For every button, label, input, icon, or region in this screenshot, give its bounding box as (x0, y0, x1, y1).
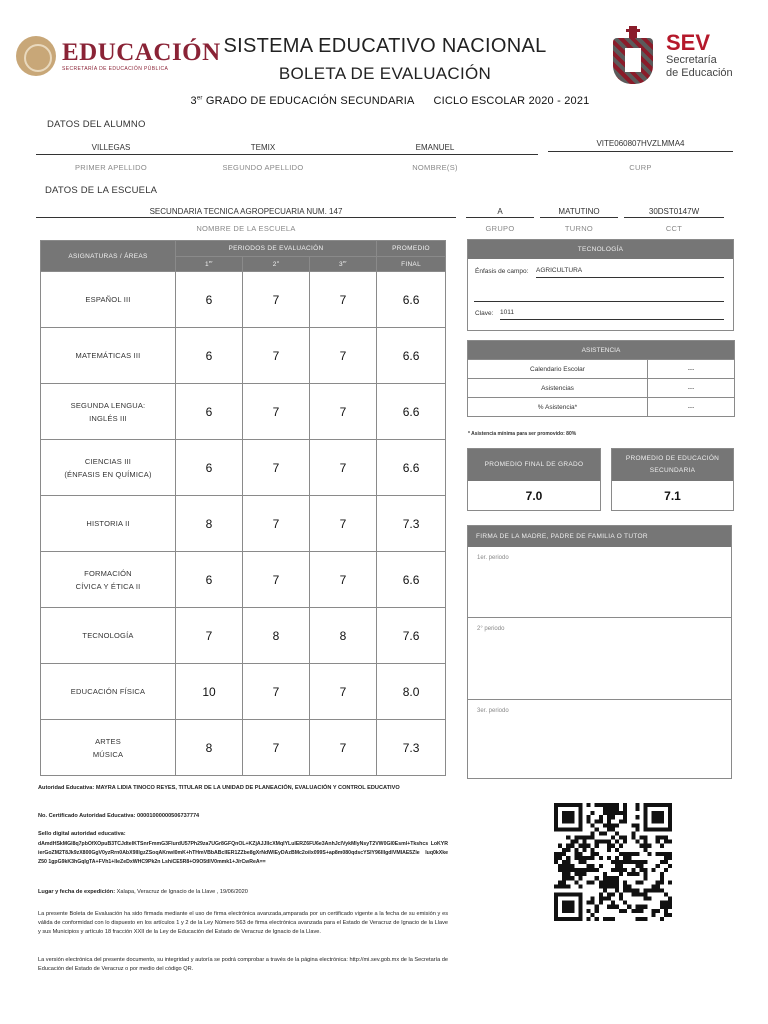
asistencia-note: * Asistencia mínima para ser promovido: 80% (468, 431, 577, 437)
period-grade-cell: 7 (310, 272, 377, 328)
page-title: SISTEMA EDUCATIVO NACIONAL (223, 35, 547, 57)
cct-value: 30DST0147W (648, 207, 700, 216)
subject-cell (41, 440, 176, 496)
period-grade-cell: 7 (310, 328, 377, 384)
sello-digital: dAmdHSkMGl8q7pbOfXOpuB3TCJdtelKTSnrFmmG3FlurdU57Ph29za7UGr8GFQnOL+KZjAJJIlcXMqIYLuIERZ6FU6e3AnhJclVykMIyNsyT2VW0GI0Esml+Tkshcs LoKYRierGoZM2T8Jk9zX800GgV0yzRrn0AbX9lllgzZSoqAKnwI0mK+hTHmVBbABcllER1ZZbe8gXrNdWlEyDAzBMc2oilx099S+ap8m080qdscYSIY96lIlgdIVMIAE5Zle luq0kXke Z50 1gpG9kK3hGqIgTA+FVh1+lleZeDxWHC9Pk2n LshiCE5R8+O9O5tIlV0mmk1+J/rCwReA== (38, 841, 448, 865)
grades-table (40, 240, 446, 776)
firma-periodo-1: 1er. periodo (477, 555, 509, 561)
subject-cell (41, 272, 176, 328)
firma-periodo-2: 2° periodo (468, 617, 731, 699)
period-grade-cell: 7 (310, 496, 377, 552)
grado-sup: er (196, 95, 203, 102)
period-grade-cell: 7 (310, 440, 377, 496)
legal-paragraph-2: La versión electrónica del presente documento, su integridad y autoría se podrá comprobar a través de la página electrónica: http://mi.sev.gob.mx de la Secretaría de Educación del Estado de Veracruz o por medio del código QR. (38, 957, 448, 972)
tecnologia-blank-line (474, 292, 724, 302)
sello-label: Sello digital autoridad educativa: (38, 831, 126, 837)
grade-row (41, 272, 446, 328)
period-grade-cell: 8 (243, 608, 310, 664)
subject-cell (41, 496, 176, 552)
period-grade-cell: 7 (243, 384, 310, 440)
period-grade-cell: 6 (176, 384, 243, 440)
firma-header: FIRMA DE LA MADRE, PADRE DE FAMILIA O TUTOR (468, 526, 731, 547)
period-grade-cell: 7 (243, 552, 310, 608)
subject-cell (41, 552, 176, 608)
sev-logo-line1: Secretaría (666, 54, 717, 66)
final-grade-cell: 6.6 (377, 552, 446, 608)
escuela-nombre-value: SECUNDARIA TECNICA AGROPECUARIA NUM. 147 (149, 207, 343, 216)
subject-detail: INGLÉS III (89, 413, 127, 423)
escuela-nombre-caption: NOMBRE DE LA ESCUELA (196, 224, 296, 233)
curp-value: VITE060807HVZLMMA4 (596, 139, 685, 148)
asistencia-row (468, 360, 735, 379)
final-grade-cell: 7.3 (377, 720, 446, 776)
autoridad-label: Autoridad Educativa: (38, 785, 95, 791)
header-periodo-2: 2$^o$ (243, 257, 310, 272)
period-grade-cell: 8 (310, 608, 377, 664)
subject-cell (41, 720, 176, 776)
qr-code-icon (554, 802, 672, 922)
header-final: FINAL (377, 257, 446, 272)
header-periodo-3: 3er (310, 257, 377, 272)
certificado-value: 00001000000506737774 (136, 813, 200, 819)
grade-row (41, 608, 446, 664)
period-grade-cell: 6 (176, 328, 243, 384)
subject-name: EDUCACIÓN FÍSICA (70, 687, 146, 696)
subject-name: MATEMÁTICAS III (75, 351, 141, 360)
grade-row (41, 552, 446, 608)
promedio-grado-value: 7.0 (525, 489, 543, 503)
asistencia-row (468, 398, 735, 417)
period-grade-cell: 7 (310, 384, 377, 440)
segundo-apellido-value: TEMIX (250, 143, 276, 152)
lugar-label: Lugar y fecha de expedición: (38, 889, 116, 895)
promedio-secundaria-label: PROMEDIO DE EDUCACIÓN SECUNDARIA (612, 449, 733, 481)
ciclo-escolar: CICLO ESCOLAR 2020 - 2021 (433, 95, 590, 107)
grade-cycle-line (0, 95, 768, 107)
subject-name: SEGUNDA LENGUA: (70, 400, 146, 410)
national-seal-icon (16, 36, 56, 76)
grade-row (41, 720, 446, 776)
final-grade-cell: 6.6 (377, 384, 446, 440)
grupo-caption: GRUPO (485, 224, 515, 233)
header-periodos: PERIODOS DE EVALUACIÓN (176, 241, 377, 257)
turno-caption: TURNO (564, 224, 594, 233)
sev-logo (598, 18, 748, 94)
legal-paragraph-1: La presente Boleta de Evaluación ha sido firmada mediante el uso de firma electrónica avanzada,amparada por un certificado vigente a la fecha de su emisión y es válida de conformidad con lo dispuesto en los artículos 1 y 2 de la Ley Número 563 de firma electrónica avanzada para el Estado de Veracruz de Ignacio de la Llave y sus Municipios y artículo 18 fracción XXII de la Ley de Educación del Estado de Veracruz de Ignacio de la Llave. (38, 911, 448, 935)
curp-caption: CURP (629, 163, 652, 172)
lugar-value: Xalapa, Veracruz de Ignacio de la Llave , 19/06/2020 (116, 889, 248, 895)
segundo-apellido-caption: SEGUNDO APELLIDO (222, 163, 304, 172)
period-grade-cell: 7 (243, 440, 310, 496)
tecnologia-header: TECNOLOGÍA (468, 240, 733, 259)
period-grade-cell: 6 (176, 552, 243, 608)
asistencia-label: Asistencias (468, 379, 648, 398)
subject-name: FORMACIÓN (84, 568, 132, 578)
final-grade-cell: 6.6 (377, 440, 446, 496)
page-subtitle: BOLETA DE EVALUACIÓN (278, 64, 492, 83)
cct-caption: CCT (665, 224, 683, 233)
section-datos-escuela: DATOS DE LA ESCUELA (45, 185, 158, 196)
asistencia-label: % Asistencia* (468, 398, 648, 417)
period-grade-cell: 6 (176, 272, 243, 328)
subject-name: HISTORIA II (86, 519, 130, 528)
final-grade-cell: 7.3 (377, 496, 446, 552)
educacion-logo-subtext: SECRETARÍA DE EDUCACIÓN PÚBLICA (62, 66, 169, 72)
subject-name: CIENCIAS III (84, 456, 132, 466)
asistencia-value: --- (648, 398, 735, 417)
grade-row (41, 328, 446, 384)
final-grade-cell: 8.0 (377, 664, 446, 720)
grade-row (41, 664, 446, 720)
lugar-fecha (38, 888, 448, 897)
period-grade-cell: 7 (243, 272, 310, 328)
final-grade-cell: 7.6 (377, 608, 446, 664)
enfasis-label: Énfasis de campo: (475, 268, 529, 275)
grado-number: 3 (190, 95, 197, 107)
period-grade-cell: 7 (310, 720, 377, 776)
asistencia-value: --- (648, 379, 735, 398)
promedio-secundaria-box (611, 448, 734, 511)
promedio-secundaria-value: 7.1 (664, 489, 681, 503)
period-grade-cell: 8 (176, 496, 243, 552)
asistencia-row (468, 379, 735, 398)
veracruz-shield-icon (610, 26, 656, 86)
period-grade-cell: 6 (176, 440, 243, 496)
period-grade-cell: 7 (176, 608, 243, 664)
grado-text: GRADO DE EDUCACIÓN SECUNDARIA (205, 95, 414, 107)
asistencia-label: Calendario Escolar (468, 360, 648, 379)
primer-apellido-value: VILLEGAS (91, 143, 131, 152)
autoridad-value: MAYRA LIDIA TINOCO REYES, TITULAR DE LA UNIDAD DE PLANEACIÓN, EVALUACIÓN Y CONTROL EDUCATIVO (95, 785, 400, 791)
subject-detail: CÍVICA Y ÉTICA II (75, 581, 141, 591)
period-grade-cell: 7 (310, 552, 377, 608)
asistencia-value: --- (648, 360, 735, 379)
subject-cell (41, 664, 176, 720)
period-grade-cell: 10 (176, 664, 243, 720)
period-grade-cell: 7 (243, 720, 310, 776)
subject-cell (41, 608, 176, 664)
grade-row (41, 440, 446, 496)
asistencia-header: ASISTENCIA (468, 341, 735, 360)
grupo-value: A (497, 207, 503, 216)
autoridad-educativa (38, 784, 448, 793)
sev-logo-text: SEV (666, 30, 711, 55)
clave-value: 1011 (500, 309, 724, 320)
educacion-logo-text: EDUCACIÓN (62, 39, 221, 66)
nombre-value: EMANUEL (415, 143, 455, 152)
subject-cell (41, 328, 176, 384)
turno-value: MATUTINO (558, 207, 600, 216)
asistencia-table (467, 340, 735, 417)
enfasis-value: AGRICULTURA (536, 267, 724, 278)
nombre-caption: NOMBRE(S) (412, 163, 458, 172)
subject-detail: (ÉNFASIS EN QUÍMICA) (64, 469, 152, 479)
period-grade-cell: 7 (310, 664, 377, 720)
educacion-logo (16, 34, 221, 78)
header-periodo-1: 1er (176, 257, 243, 272)
period-grade-cell: 8 (176, 720, 243, 776)
subject-cell (41, 384, 176, 440)
subject-detail: MÚSICA (92, 749, 124, 759)
grade-row (41, 496, 446, 552)
header-asignaturas: ASIGNATURAS / ÁREAS (41, 241, 176, 272)
tecnologia-box (467, 239, 734, 331)
period-grade-cell: 7 (243, 328, 310, 384)
certificado-label: No. Certificado Autoridad Educativa: (38, 813, 136, 819)
promedio-grado-box (467, 448, 601, 511)
section-datos-alumno: DATOS DEL ALUMNO (47, 119, 146, 130)
header-promedio: PROMEDIO (377, 241, 446, 257)
clave-label: Clave: (475, 310, 494, 317)
subject-name: TECNOLOGÍA (82, 631, 134, 640)
sev-logo-line2: de Educación (666, 67, 733, 79)
firma-periodo-3: 3er. periodo (468, 699, 731, 778)
subject-name: ESPAÑOL III (85, 295, 131, 304)
promedio-grado-label: PROMEDIO FINAL DE GRADO (468, 449, 600, 481)
primer-apellido-caption: PRIMER APELLIDO (74, 163, 148, 172)
period-grade-cell: 7 (243, 664, 310, 720)
period-grade-cell: 7 (243, 496, 310, 552)
subject-name: ARTES (95, 736, 121, 746)
firma-tutor-box (467, 525, 732, 779)
final-grade-cell: 6.6 (377, 328, 446, 384)
grade-row (41, 384, 446, 440)
final-grade-cell: 6.6 (377, 272, 446, 328)
certificado (38, 812, 448, 821)
